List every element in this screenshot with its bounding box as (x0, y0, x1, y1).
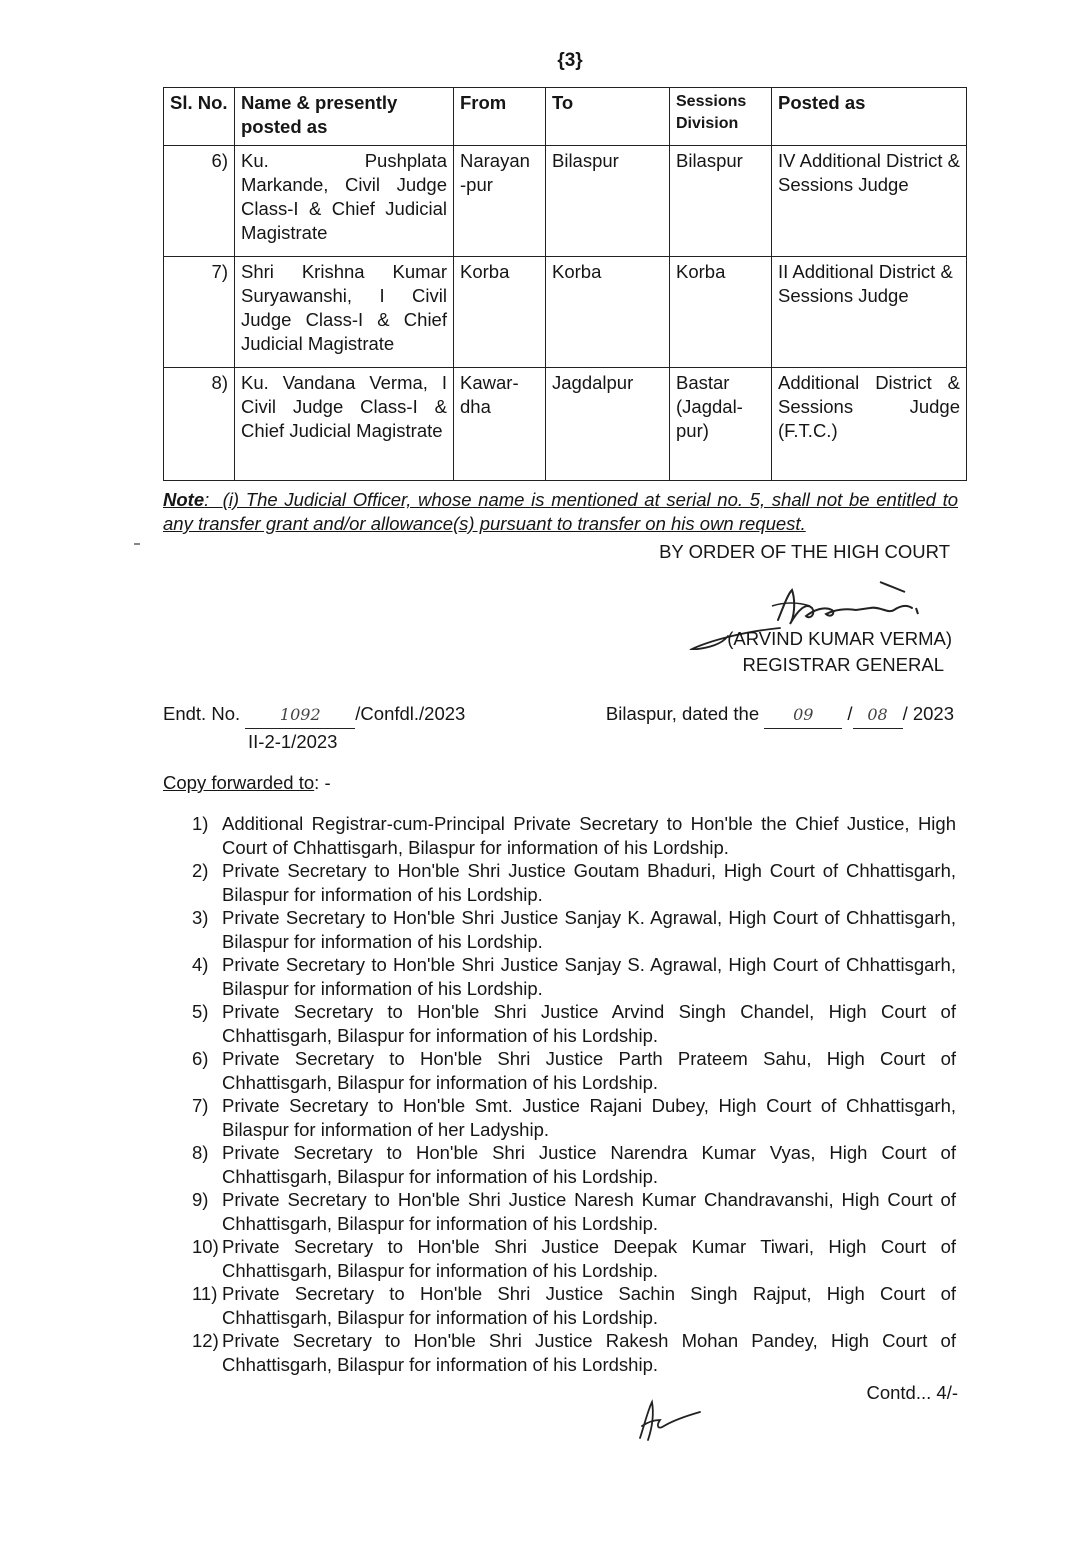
list-item-text: Private Secretary to Hon'ble Shri Justice Naresh Kumar Chandravanshi, High Court of Chhattisgarh, Bilaspur for information of his Lordship. (222, 1189, 956, 1234)
cell-sl: 8) (164, 368, 235, 481)
list-item (192, 953, 956, 1000)
table-header-row (164, 88, 967, 146)
cell-division: Bilaspur (670, 146, 772, 257)
copy-heading-suffix: : - (314, 772, 331, 793)
endorsement-prefix: Endt. No. (163, 703, 241, 724)
note-paragraph: Note: (i) The Judicial Officer, whose name is mentioned at serial no. 5, shall not be entitled to any transfer grant and/or allowance(s) pursuant to transfer on his own request. (163, 489, 959, 534)
list-item-text: Private Secretary to Hon'ble Shri Justice Deepak Kumar Tiwari, High Court of Chhattisgarh, Bilaspur for information of his Lordship. (222, 1236, 956, 1281)
by-order-line: BY ORDER OF THE HIGH COURT (659, 541, 950, 562)
dated-year: / 2023 (902, 703, 954, 724)
list-item-number: 2) (192, 860, 209, 881)
list-item (192, 859, 956, 906)
list-item-text: Private Secretary to Hon'ble Shri Justice Sanjay S. Agrawal, High Court of Chhattisgarh, Bilaspur for information of his Lordship. (222, 954, 956, 999)
initials-icon (634, 1398, 704, 1444)
list-item-text: Private Secretary to Hon'ble Shri Justice Narendra Kumar Vyas, High Court of Chhattisgarh, Bilaspur for information of his Lordship. (222, 1142, 956, 1187)
transfer-table (163, 87, 967, 481)
dated-month: 08 (853, 702, 903, 729)
list-item-number: 3) (192, 907, 209, 928)
list-item-text: Private Secretary to Hon'ble Shri Justice Parth Prateem Sahu, High Court of Chhattisgarh, Bilaspur for information of his Lordship. (222, 1048, 956, 1093)
cell-posted-as: II Additional District & Sessions Judge (772, 257, 967, 368)
list-item (192, 1329, 956, 1376)
copy-forwarded-list (192, 812, 956, 1376)
list-item (192, 1282, 956, 1329)
list-item (192, 1000, 956, 1047)
cell-posted-as: IV Additional District & Sessions Judge (772, 146, 967, 257)
list-item (192, 1188, 956, 1235)
list-item (192, 812, 956, 859)
cell-to: Korba (546, 257, 670, 368)
cell-from: Narayan -pur (454, 146, 546, 257)
list-item-number: 6) (192, 1048, 209, 1069)
endorsement-suffix: /Confdl./2023 (355, 703, 466, 724)
list-item (192, 1235, 956, 1282)
list-item-number: 8) (192, 1142, 209, 1163)
cell-division: Bastar (Jagdal- pur) (670, 368, 772, 481)
header-from: From (454, 88, 546, 146)
endorsement-number-block (163, 701, 465, 755)
cell-to: Bilaspur (546, 146, 670, 257)
list-item-number: 5) (192, 1001, 209, 1022)
list-item (192, 1094, 956, 1141)
cell-from: Kawar- dha (454, 368, 546, 481)
list-item-text: Private Secretary to Hon'ble Shri Justice Sachin Singh Rajput, High Court of Chhattisgarh, Bilaspur for information of his Lordship. (222, 1283, 956, 1328)
cell-posted-as: Additional District & Sessions Judge (F.T.C.) (772, 368, 967, 481)
list-item-text: Private Secretary to Hon'ble Shri Justice Sanjay K. Agrawal, High Court of Chhattisgarh, Bilaspur for information of his Lordship. (222, 907, 956, 952)
signatory-title: REGISTRAR GENERAL (742, 654, 944, 675)
table-row (164, 257, 967, 368)
cell-sl: 6) (164, 146, 235, 257)
note-text: (i) The Judicial Officer, whose name is mentioned at serial no. 5, shall not be entitled to any transfer grant and/or allowance(s) pursuant to transfer on his own request. (163, 489, 959, 534)
header-posted-as: Posted as (772, 88, 967, 146)
dated-prefix: Bilaspur, dated the (605, 703, 760, 724)
file-number: II-2-1/2023 (248, 731, 338, 752)
cell-to: Jagdalpur (546, 368, 670, 481)
endorsement-number: 1092 (245, 702, 355, 729)
header-to: To (546, 88, 670, 146)
dated-day: 09 (764, 702, 842, 729)
cell-name: Shri Krishna Kumar Suryawanshi, I Civil Judge Class-I & Chief Judicial Magistrate (235, 257, 454, 368)
table-row (164, 146, 967, 257)
signatory-name: (ARVIND KUMAR VERMA) (727, 628, 952, 649)
cell-name: Ku. Pushplata Markande, Civil Judge Class-I & Chief Judicial Magistrate (235, 146, 454, 257)
endorsement-line (163, 701, 465, 729)
header-sl-no: Sl. No. (164, 88, 235, 146)
list-item-text: Private Secretary to Hon'ble Shri Justice Rakesh Mohan Pandey, High Court of Chhattisgarh, Bilaspur for information of his Lordship. (222, 1330, 956, 1375)
list-item-number: 12) (192, 1330, 219, 1351)
list-item (192, 906, 956, 953)
list-item-number: 11) (192, 1283, 218, 1304)
list-item-number: 4) (192, 954, 209, 975)
cell-from: Korba (454, 257, 546, 368)
list-item (192, 1141, 956, 1188)
header-sessions-division: Sessions Division (670, 88, 772, 146)
copy-heading-text: Copy forwarded to (163, 772, 315, 793)
cell-division: Korba (670, 257, 772, 368)
header-name: Name & presently posted as (235, 88, 454, 146)
note-label: Note (163, 489, 205, 510)
list-item-text: Additional Registrar-cum-Principal Private Secretary to Hon'ble the Chief Justice, High Court of Chhattisgarh, Bilaspur for information of his Lordship. (222, 813, 956, 858)
dated-line: Bilaspur, dated the 09 / 08 / 2023 (606, 701, 954, 729)
list-item-number: 7) (192, 1095, 209, 1116)
list-item-number: 1) (192, 813, 209, 834)
list-item-text: Private Secretary to Hon'ble Shri Justice Arvind Singh Chandel, High Court of Chhattisgarh, Bilaspur for information of his Lordship. (222, 1001, 956, 1046)
list-item-number: 10) (192, 1236, 219, 1257)
cell-name: Ku. Vandana Verma, I Civil Judge Class-I & Chief Judicial Magistrate (235, 368, 454, 481)
cell-sl: 7) (164, 257, 235, 368)
list-item (192, 1047, 956, 1094)
list-item-text: Private Secretary to Hon'ble Smt. Justice Rajani Dubey, High Court of Chhattisgarh, Bilaspur for information of her Ladyship. (222, 1095, 956, 1140)
copy-forwarded-heading (163, 772, 331, 794)
page-number: {3} (557, 50, 583, 71)
margin-mark (134, 543, 140, 545)
continued-marker: Contd... 4/- (866, 1382, 958, 1403)
list-item-text: Private Secretary to Hon'ble Shri Justice Goutam Bhaduri, High Court of Chhattisgarh, Bilaspur for information of his Lordship. (222, 860, 956, 905)
list-item-number: 9) (192, 1189, 209, 1210)
table-row (164, 368, 967, 481)
